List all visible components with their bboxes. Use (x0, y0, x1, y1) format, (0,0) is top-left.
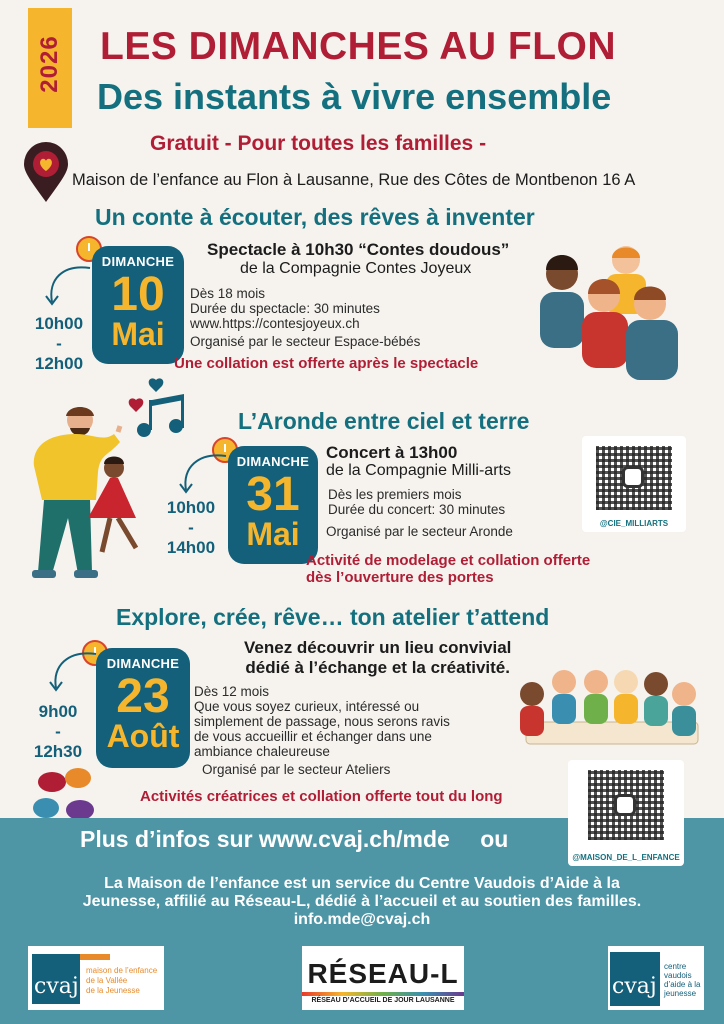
event-2-date-badge (228, 446, 318, 564)
day-label: DIMANCHE (101, 254, 175, 269)
logo-line: de la Jeunesse (86, 986, 140, 995)
time-separator: - (55, 722, 61, 741)
detail-line: Dès 18 mois (190, 286, 266, 301)
cvaj-mde-logo (28, 946, 164, 1010)
highlight-line: Activité de modelage et collation offerte (306, 552, 591, 569)
event-1-company: de la Compagnie Contes Joyeux (240, 260, 472, 277)
curved-arrow-icon (40, 262, 96, 308)
event-1-time (24, 314, 94, 374)
event-2-time (156, 498, 226, 558)
event-1-organizer: Organisé par le secteur Espace-bébés (190, 334, 421, 349)
day-label: DIMANCHE (236, 454, 310, 469)
time-start: 10h00 (166, 498, 216, 517)
detail-line: Durée du concert: 30 minutes (328, 502, 506, 517)
logo-mark: cvaj (612, 974, 657, 999)
event-2-highlight (306, 552, 590, 586)
logo-text (86, 966, 157, 996)
event-1-headline: Spectacle à 10h30 “Contes doudous” (207, 240, 510, 259)
event-3-date-badge (96, 648, 190, 768)
poster-title: LES DIMANCHES AU FLON (100, 25, 617, 68)
tagline: Gratuit - Pour toutes les familles - (150, 132, 487, 155)
detail-line: de vous accueillir et échanger dans une (194, 729, 432, 744)
headline-line: Venez découvrir un lieu convivial (244, 638, 512, 657)
instagram-qr-code-milliarts[interactable] (582, 436, 686, 532)
children-group-illustration (532, 238, 692, 390)
more-info-link[interactable]: Plus d’infos sur www.cvaj.ch/mde (80, 826, 450, 852)
time-start: 10h00 (34, 314, 84, 333)
year-band (28, 8, 72, 128)
day-number: 10 (111, 268, 165, 321)
year-label: 2026 (36, 35, 63, 93)
event-2-details (328, 487, 505, 517)
instagram-icon (622, 466, 644, 488)
logo-mark: cvaj (34, 974, 79, 999)
day-label: DIMANCHE (106, 656, 180, 671)
email-link[interactable]: info.mde@cvaj.ch (293, 911, 431, 928)
detail-line: ambiance chaleureuse (194, 744, 330, 759)
address: Maison de l’enfance au Flon à Lausanne, Rue des Côtes de Montbenon 16 A (72, 171, 636, 189)
event-3-organizer: Organisé par le secteur Ateliers (202, 762, 391, 777)
time-start: 9h00 (38, 702, 78, 721)
dancing-family-illustration (18, 402, 158, 588)
highlight-line: dès l’ouverture des portes (306, 569, 494, 586)
logo-line: vaudois (664, 971, 692, 980)
cvaj-center-logo (608, 946, 704, 1010)
logo-line: jeunesse (664, 989, 697, 998)
description-line: Jeunesse, affilié au Réseau-L, dédié à l’accueil et au soutien des familles. (82, 893, 642, 910)
detail-line: Dès les premiers mois (328, 487, 462, 502)
kids-drawing-illustration (506, 664, 706, 754)
reseau-l-name: RÉSEAU-L (307, 958, 459, 989)
day-number: 31 (246, 468, 300, 521)
location-pin-icon (20, 140, 72, 204)
reseau-l-tagline: RÉSEAU D’ACCUEIL DE JOUR LAUSANNE (311, 997, 455, 1004)
footer-description (40, 875, 684, 929)
month: Mai (111, 316, 165, 352)
month: Août (106, 718, 180, 754)
poster-subtitle: Des instants à vivre ensemble (97, 76, 612, 117)
event-2-headline: Concert à 13h00 (326, 443, 458, 462)
detail-line: www.https://contesjoyeux.ch (190, 316, 360, 331)
time-separator: - (56, 334, 62, 353)
instagram-icon (614, 794, 636, 816)
logo-line: centre (664, 962, 687, 971)
time-end: 12h30 (33, 742, 83, 761)
logo-line: maison de l’enfance (86, 966, 158, 975)
detail-line: Dès 12 mois (194, 684, 270, 699)
event-2-title: L’Aronde entre ciel et terre (238, 408, 530, 434)
instagram-qr-code-mde[interactable] (568, 760, 684, 866)
event-2-organizer: Organisé par le secteur Aronde (326, 524, 513, 539)
event-1-details (190, 286, 380, 331)
event-3-details (194, 684, 450, 759)
curved-arrow-icon (42, 648, 102, 694)
description-line: La Maison de l’enfance est un service du Centre Vaudois d’Aide à la (104, 875, 620, 892)
time-end: 14h00 (166, 538, 216, 557)
logo-line: d’aide à la (664, 980, 701, 989)
event-1-title: Un conte à écouter, des rêves à inventer (95, 204, 535, 230)
logo-text (664, 962, 700, 998)
time-separator: - (188, 518, 194, 537)
qr-label: @MAISON_DE_L_ENFANCE (572, 853, 680, 862)
event-3-headline (244, 638, 511, 678)
reseau-l-logo (302, 946, 464, 1010)
day-number: 23 (116, 670, 170, 723)
event-3-title: Explore, crée, rêve… ton atelier t’attend (116, 604, 550, 630)
logo-line: de la Vallée (86, 976, 128, 985)
detail-line: Que vous soyez curieux, intéressé ou (194, 699, 420, 714)
event-1-date-badge (92, 246, 184, 364)
curved-arrow-icon (172, 450, 232, 496)
qr-label: @CIE_MILLIARTS (599, 519, 669, 528)
time-end: 12h00 (34, 354, 84, 373)
detail-line: simplement de passage, nous serons ravis (194, 714, 450, 729)
month: Mai (246, 516, 300, 552)
headline-line: dédié à l’échange et la créativité. (245, 658, 510, 677)
event-2-company: de la Compagnie Milli-arts (326, 462, 511, 479)
or-label: ou (480, 826, 509, 852)
event-1-highlight: Une collation est offerte après le spectacle (174, 355, 479, 372)
more-info-line (80, 826, 508, 853)
detail-line: Durée du spectacle: 30 minutes (190, 301, 380, 316)
event-3-highlight: Activités créatrices et collation offerte tout du long (140, 788, 503, 805)
